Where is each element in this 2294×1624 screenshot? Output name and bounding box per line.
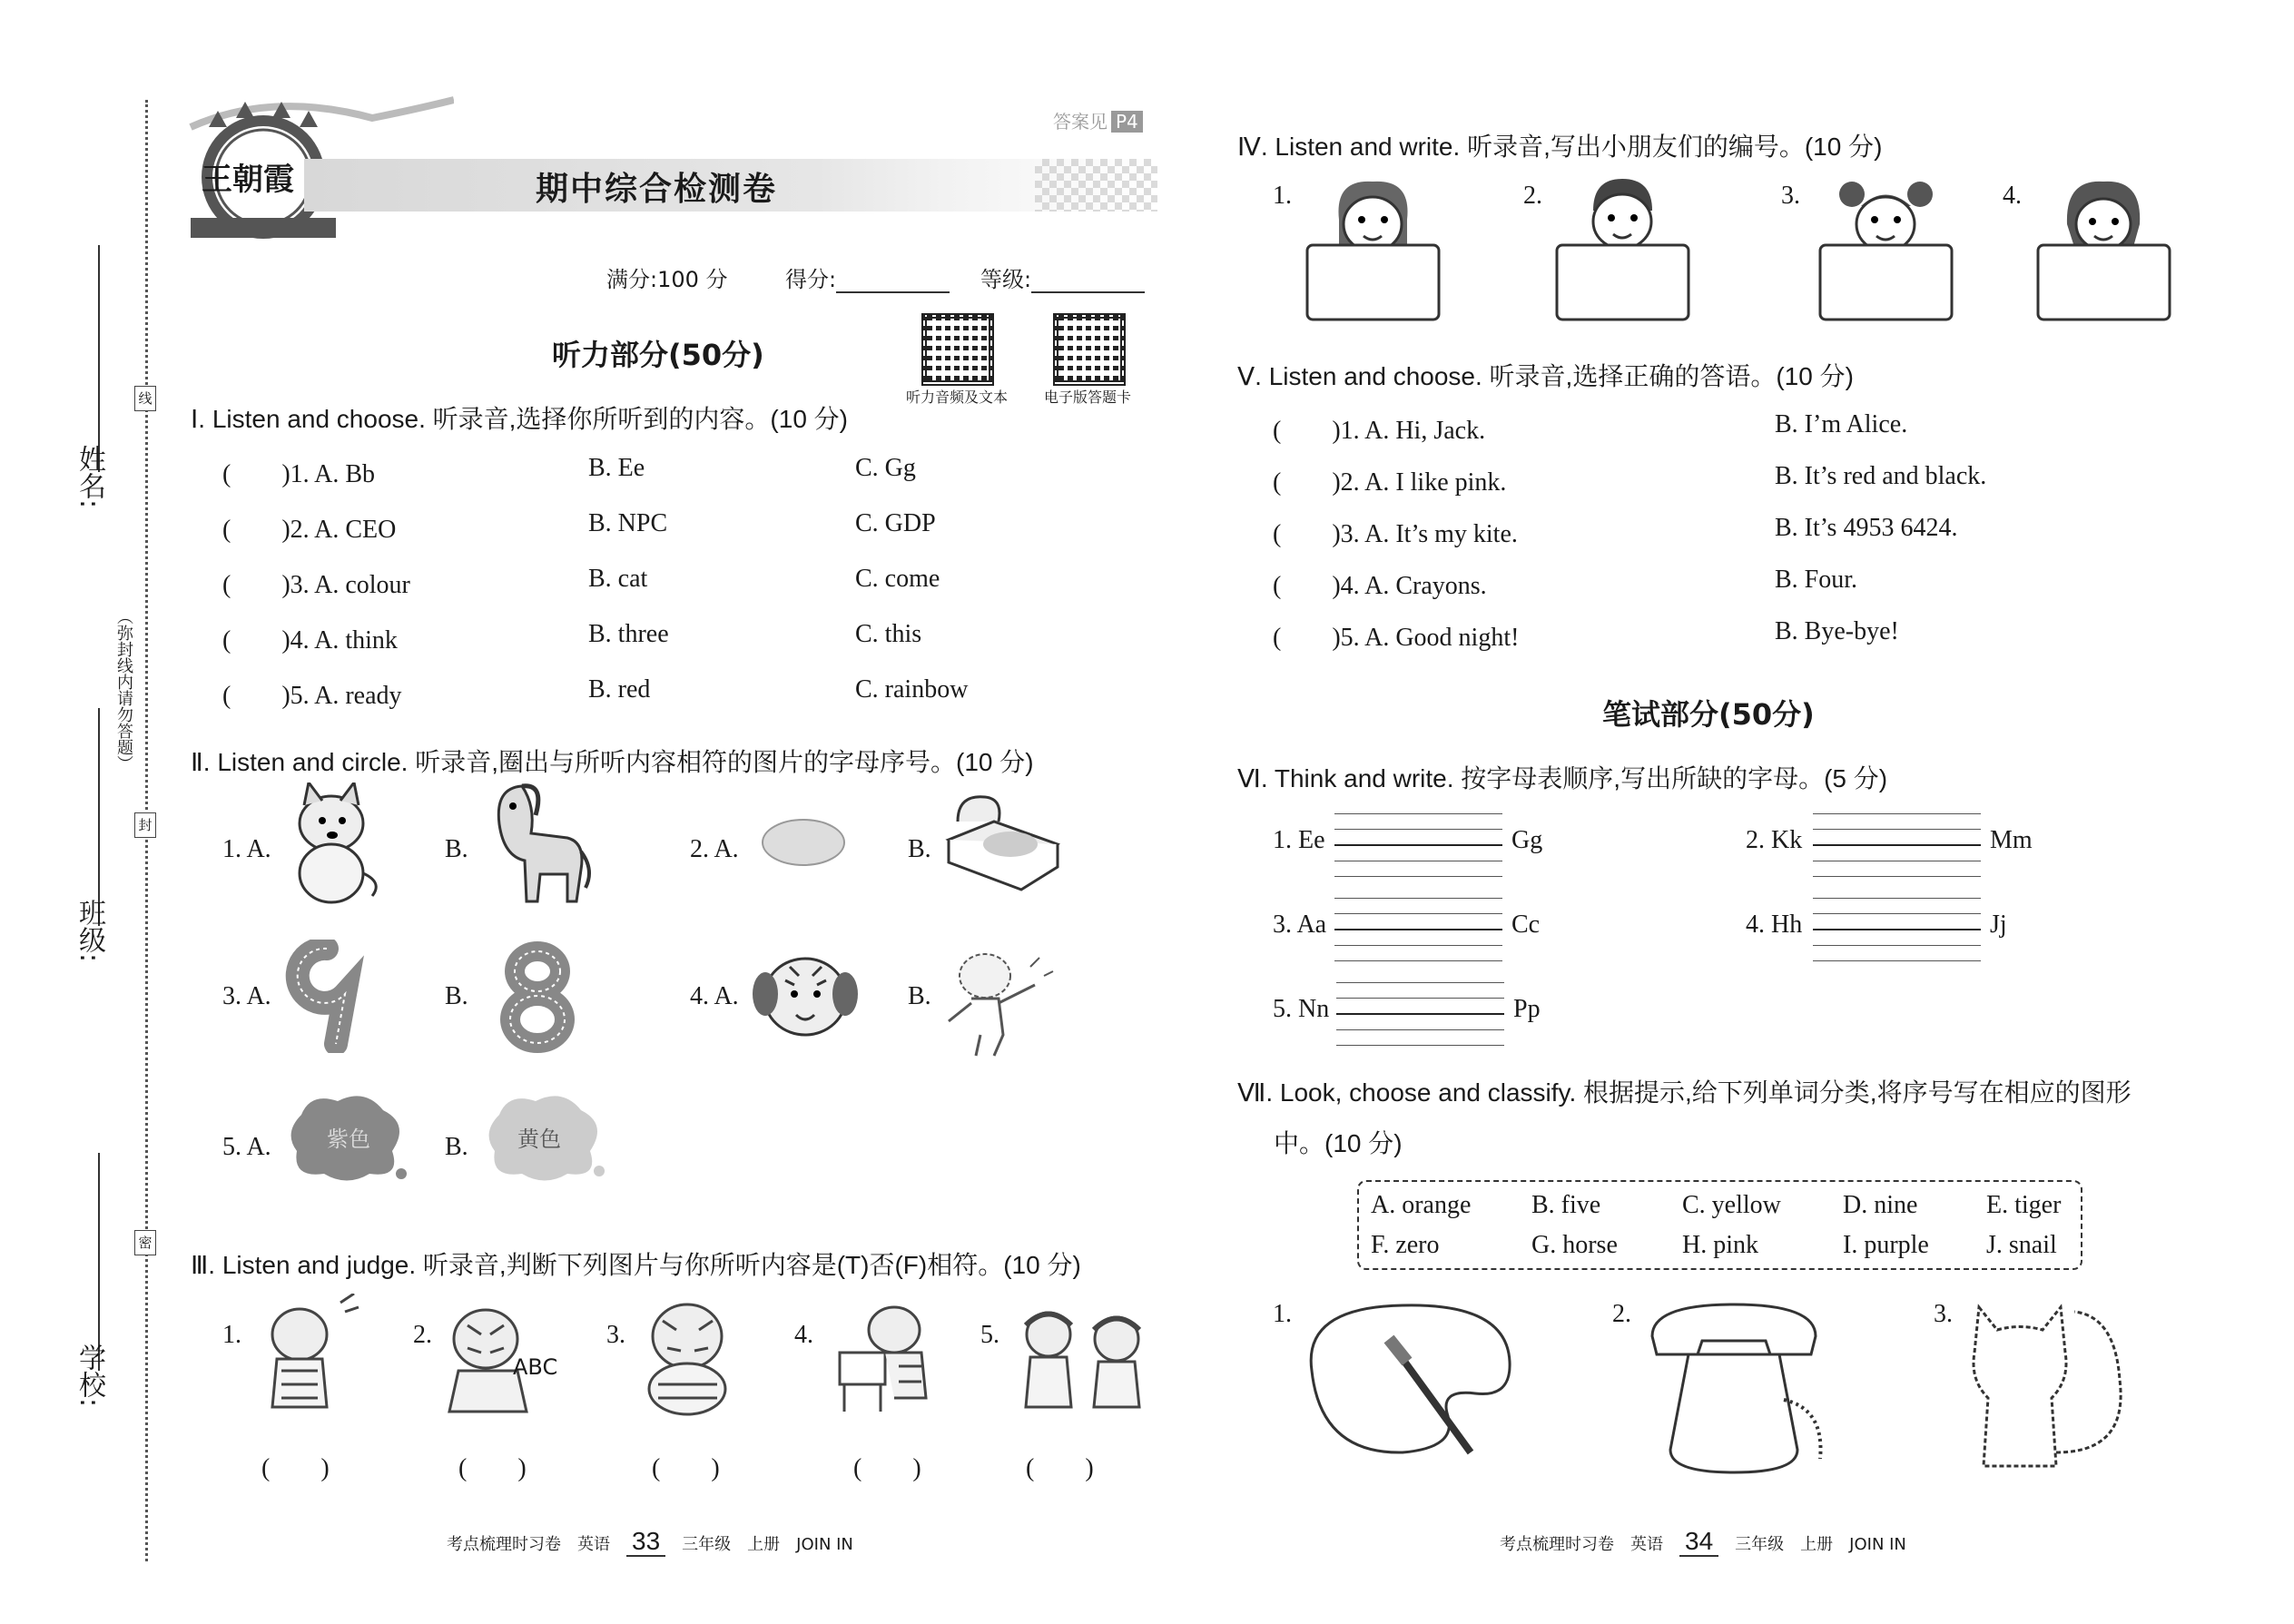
school-label: 学校: — [74, 1343, 105, 1408]
word-j: J. snail — [1986, 1231, 2057, 1259]
s3-num-2: 2. — [413, 1321, 432, 1349]
s3-answer-2[interactable]: ( ) — [458, 1454, 527, 1482]
tiger-pic-1-icon[interactable] — [254, 1294, 363, 1421]
logo-text: 王朝霞 — [202, 162, 294, 198]
s6-item-2-blank[interactable] — [1813, 799, 1981, 877]
s6-item-4-right: Jj — [1990, 910, 2007, 939]
qr-card-caption: 电子版答题卡 — [1044, 389, 1132, 406]
s1-item-5-c[interactable]: C. rainbow — [855, 675, 969, 704]
s5-item-4-a[interactable]: ( )4. A. Crayons. — [1273, 572, 1487, 600]
s2-label-1b: B. — [445, 835, 468, 863]
s3-answer-1[interactable]: ( ) — [261, 1454, 330, 1482]
s3-answer-3[interactable]: ( ) — [652, 1454, 720, 1482]
purple-blob-label: 紫色 — [327, 1127, 370, 1152]
section3-title: Ⅲ. Listen and judge. 听录音,判断下列图片与你所听内容是(T)否(F)相符。(10 分) — [191, 1251, 1081, 1279]
s3-answer-4[interactable]: ( ) — [853, 1454, 921, 1482]
section4-title: Ⅳ. Listen and write. 听录音,写出小朋友们的编号。(10 分) — [1237, 133, 1883, 161]
s6-item-4-blank[interactable] — [1813, 883, 1981, 961]
s1-item-3-c[interactable]: C. come — [855, 565, 940, 593]
s1-item-4-c[interactable]: C. this — [855, 620, 922, 648]
tiger-dancing-picture-icon[interactable] — [944, 949, 1058, 1058]
footer-left: 考点梳理时习卷 英语 33 三年级 上册 JOIN IN — [447, 1527, 853, 1555]
qr-audio-icon[interactable] — [921, 313, 994, 386]
child-1-sign-icon[interactable] — [1298, 174, 1448, 324]
writing-title: 笔试部分(50分) — [1602, 697, 1815, 732]
yellow-blob-label: 黄色 — [517, 1127, 561, 1152]
s6-item-3-right: Cc — [1511, 910, 1541, 939]
s4-num-2: 2. — [1523, 182, 1542, 210]
title-bar-checker — [1035, 159, 1157, 212]
s5-item-5-a[interactable]: ( )5. A. Good night! — [1273, 624, 1520, 652]
number-eight-picture-icon[interactable] — [495, 940, 581, 1053]
section5-title: Ⅴ. Listen and choose. 听录音,选择正确的答语。(10 分) — [1237, 362, 1854, 390]
tiger-headphones-picture-icon[interactable] — [749, 944, 862, 1048]
listening-title: 听力部分(50分) — [552, 338, 764, 372]
s1-item-5-a[interactable]: ( )5. A. ready — [222, 682, 402, 710]
s7-num-3: 3. — [1934, 1300, 1953, 1328]
s2-label-2b: B. — [908, 835, 931, 863]
school-line — [98, 1153, 100, 1371]
s6-item-5-blank[interactable] — [1336, 968, 1504, 1046]
footer-right: 考点梳理时习卷 英语 34 三年级 上册 JOIN IN — [1500, 1527, 1906, 1555]
s5-item-5-b[interactable]: B. Bye-bye! — [1775, 617, 1899, 645]
binding-mark-top: 线 — [134, 386, 156, 411]
bed-picture-icon[interactable] — [940, 790, 1062, 894]
s2-label-5b: B. — [445, 1133, 468, 1161]
word-h: H. pink — [1682, 1231, 1758, 1259]
abc-label: ABC — [513, 1354, 558, 1380]
s2-label-3a: 3. A. — [222, 982, 271, 1010]
section1-title: Ⅰ. Listen and choose. 听录音,选择你所听到的内容。(10 分) — [191, 405, 849, 433]
s7-num-1: 1. — [1273, 1300, 1292, 1328]
palette-shape-icon[interactable] — [1294, 1298, 1521, 1466]
word-a: A. orange — [1371, 1191, 1472, 1219]
s6-item-4-left: 4. Hh — [1746, 910, 1803, 939]
s5-item-2-a[interactable]: ( )2. A. I like pink. — [1273, 468, 1507, 497]
s5-item-3-b[interactable]: B. It’s 4953 6424. — [1775, 514, 1958, 542]
word-i: I. purple — [1843, 1231, 1929, 1259]
score-field[interactable]: 得分: — [785, 261, 950, 293]
binding-mark-bottom: 密 — [134, 1230, 156, 1255]
s2-label-3b: B. — [445, 982, 468, 1010]
section2-title: Ⅱ. Listen and circle. 听录音,圈出与所听内容相符的图片的字母序号。(10 分) — [191, 748, 1034, 776]
word-c: C. yellow — [1682, 1191, 1781, 1219]
class-line — [98, 708, 100, 926]
word-g: G. horse — [1531, 1231, 1618, 1259]
page-number-33: 33 — [626, 1527, 665, 1557]
s3-num-1: 1. — [222, 1321, 241, 1349]
oval-egg-picture-icon[interactable] — [758, 815, 849, 870]
section6-title: Ⅵ. Think and write. 按字母表顺序,写出所缺的字母。(5 分) — [1237, 764, 1888, 792]
section7-title-line1: Ⅶ. Look, choose and classify. 根据提示,给下列单词分类,将序号写在相应的图形 — [1237, 1078, 2132, 1107]
s6-item-1-right: Gg — [1511, 826, 1543, 854]
qr-audio-caption: 听力音频及文本 — [906, 389, 1009, 406]
child-3-sign-icon[interactable] — [1811, 174, 1961, 324]
child-2-sign-icon[interactable] — [1548, 174, 1698, 324]
binding-mark-mid: 封 — [134, 812, 156, 838]
s4-num-1: 1. — [1273, 182, 1292, 210]
tiger-pic-3-icon[interactable] — [635, 1298, 740, 1416]
qr-card-icon[interactable] — [1053, 313, 1126, 386]
full-score: 满分:100 分 — [606, 267, 728, 292]
s5-item-1-b[interactable]: B. I’m Alice. — [1775, 410, 1908, 438]
name-line — [98, 245, 100, 472]
s6-item-2-right: Mm — [1990, 826, 2033, 854]
grade-field[interactable]: 等级: — [980, 261, 1145, 293]
s1-item-1-a[interactable]: ( )1. A. Bb — [222, 460, 376, 488]
s6-item-2-left: 2. Kk — [1746, 826, 1803, 854]
s1-item-1-b[interactable]: B. Ee — [588, 454, 645, 482]
number-nine-picture-icon[interactable] — [281, 940, 368, 1053]
s1-item-1-c[interactable]: C. Gg — [855, 454, 916, 482]
s5-item-2-b[interactable]: B. It’s red and black. — [1775, 462, 1987, 490]
s2-label-4a: 4. A. — [690, 982, 739, 1010]
section7-title-line2: 中。(10 分) — [1274, 1129, 1403, 1157]
word-f: F. zero — [1371, 1231, 1440, 1259]
s4-num-3: 3. — [1781, 182, 1800, 210]
s5-item-1-a[interactable]: ( )1. A. Hi, Jack. — [1273, 417, 1486, 445]
s1-item-5-b[interactable]: B. red — [588, 675, 651, 704]
s5-item-3-a[interactable]: ( )3. A. It’s my kite. — [1273, 520, 1518, 548]
s4-num-4: 4. — [2003, 182, 2022, 210]
s2-label-2a: 2. A. — [690, 835, 739, 863]
tiger-pic-4-icon[interactable] — [831, 1298, 944, 1416]
child-4-sign-icon[interactable] — [2029, 174, 2179, 324]
class-label: 班级: — [74, 899, 105, 963]
s1-item-3-a[interactable]: ( )3. A. colour — [222, 571, 410, 599]
name-label: 姓名: — [74, 445, 105, 509]
page-number-34: 34 — [1679, 1527, 1718, 1557]
page-title: 期中综合检测卷 — [536, 171, 778, 208]
dog-picture-icon[interactable] — [281, 782, 386, 905]
s5-item-4-b[interactable]: B. Four. — [1775, 566, 1858, 594]
cat-shape-icon[interactable] — [1956, 1298, 2138, 1480]
s6-item-3-blank[interactable] — [1334, 883, 1502, 961]
binding-notice: （弥封线内请勿答题） — [114, 608, 133, 772]
s6-item-1-blank[interactable] — [1334, 799, 1502, 877]
word-e: E. tiger — [1986, 1191, 2062, 1219]
s3-answer-5[interactable]: ( ) — [1026, 1454, 1094, 1482]
s3-num-5: 5. — [980, 1321, 999, 1349]
s6-item-5-right: Pp — [1513, 995, 1541, 1023]
s2-label-4b: B. — [908, 982, 931, 1010]
s6-item-1-left: 1. Ee — [1273, 826, 1325, 854]
s1-item-2-a[interactable]: ( )2. A. CEO — [222, 516, 397, 544]
s6-item-3-left: 3. Aa — [1273, 910, 1327, 939]
s1-item-2-b[interactable]: B. NPC — [588, 509, 668, 537]
s1-item-3-b[interactable]: B. cat — [588, 565, 648, 593]
s7-num-2: 2. — [1612, 1300, 1631, 1328]
s3-num-4: 4. — [794, 1321, 813, 1349]
word-b: B. five — [1531, 1191, 1601, 1219]
horse-picture-icon[interactable] — [481, 779, 595, 906]
word-d: D. nine — [1843, 1191, 1918, 1219]
answer-ref: 答案见 P4 — [1053, 107, 1143, 133]
s1-item-4-a[interactable]: ( )4. A. think — [222, 626, 398, 655]
telephone-shape-icon[interactable] — [1634, 1300, 1829, 1481]
girls-pic-5-icon[interactable] — [1008, 1307, 1153, 1416]
s1-item-2-c[interactable]: C. GDP — [855, 509, 936, 537]
s3-num-3: 3. — [606, 1321, 625, 1349]
s2-label-1a: 1. A. — [222, 835, 271, 863]
s6-item-5-left: 5. Nn — [1273, 995, 1330, 1023]
s1-item-4-b[interactable]: B. three — [588, 620, 669, 648]
s2-label-5a: 5. A. — [222, 1133, 271, 1161]
